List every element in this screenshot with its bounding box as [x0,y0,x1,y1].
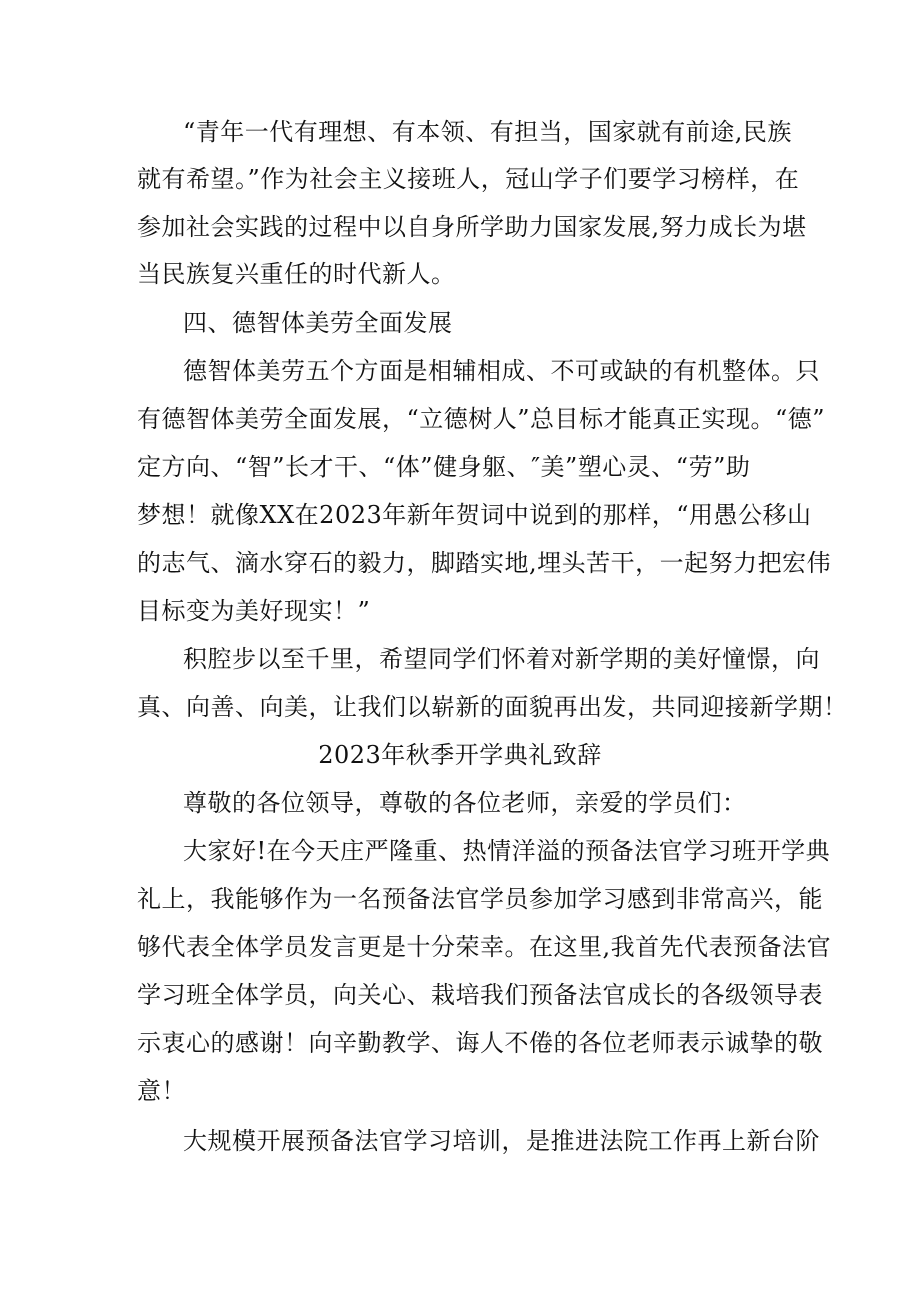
paragraph-line-18: 够代表全体学员发言更是十分荣幸。在这里,我首先代表预备法官 [137,933,832,961]
paragraph-line-13: 真、向善、向美，让我们以崭新的面貌再出发，共同迎接新学期！ [137,693,848,721]
section-heading: 四、德智体美劳全面发展 [183,309,453,337]
paragraph-line-7: 有德智体美劳全面发展，“立德树人”总目标才能真正实现。“德” [137,405,826,433]
paragraph-line-6: 德智体美劳五个方面是相辅相成、不可或缺的有机整体。只 [183,357,820,385]
paragraph-line-21: 意！ [137,1077,186,1105]
paragraph-line-11: 目标变为美好现实！” [137,597,371,625]
paragraph-line-2: 就有希望。”作为社会主义接班人，冠山学子们要学习榜样，在 [137,165,800,193]
paragraph-line-12: 积腔步以至千里，希望同学们怀着对新学期的美好憧憬，向 [183,645,820,673]
paragraph-line-19: 学习班全体学员，向关心、栽培我们预备法官成长的各级领导表 [137,981,823,1009]
paragraph-line-4: 当民族复兴重任的时代新人。 [137,260,456,288]
paragraph-line-9: 梦想！就像XX在2023年新年贺词中说到的那样，“用愚公移山 [137,501,812,529]
paragraph-line-3: 参加社会实践的过程中以自身所学助力国家发展,努力成长为堪 [137,213,807,241]
salutation-line: 尊敬的各位领导，尊敬的各位老师，亲爱的学员们： [183,789,747,817]
paragraph-line-16: 大家好!在今天庄严隆重、热情洋溢的预备法官学习班开学典 [183,837,831,865]
paragraph-line-20: 示衷心的感谢！向辛勤教学、诲人不倦的各位老师表示诚挚的敬 [137,1029,823,1057]
paragraph-line-17: 礼上，我能够作为一名预备法官学员参加学习感到非常高兴，能 [137,885,823,913]
paragraph-line-8: 定方向、“智”长才干、“体”健身躯、″美”塑心灵、“劳”助 [137,453,751,481]
paragraph-line-22: 大规模开展预备法官学习培训，是推进法院工作再上新台阶 [183,1127,820,1155]
paragraph-line-10: 的志气、滴水穿石的毅力，脚踏实地,埋头苦干，一起努力把宏伟 [137,549,832,577]
paragraph-line-1: “青年一代有理想、有本领、有担当，国家就有前途,民族 [183,118,792,146]
speech-title: 2023年秋季开学典礼致辞 [318,741,602,769]
